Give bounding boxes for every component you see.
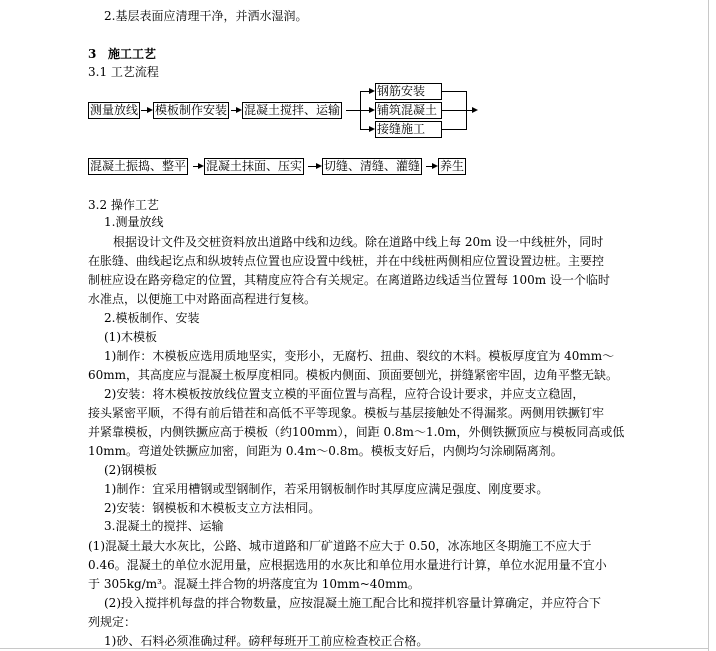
paragraph-line: 1.测量放线 bbox=[104, 215, 164, 229]
paragraph-line: 60mm，其高度应与混凝土板厚度相同。模板内侧面、顶面要刨光，拼缝紧密牢固，边角平整无缺。 bbox=[88, 368, 619, 382]
paragraph-line: (1)木模板 bbox=[104, 330, 157, 344]
paragraph-line: 并紧靠模板，内侧铁撅应高于模板（约100mm），间距 0.8m～1.0m，外侧铁撅顶应与模板同高或低 bbox=[88, 425, 625, 439]
paragraph-line: 于 305kg/m³。混凝土拌合物的坍落度宜为 10mm~40mm。 bbox=[88, 577, 420, 591]
flow-branch-left bbox=[360, 91, 361, 130]
pre-item-2: 2.基层表面应清理干净，并洒水湿润。 bbox=[104, 9, 308, 23]
flow-arrow-head bbox=[472, 107, 478, 113]
flow-merge-line bbox=[441, 110, 466, 111]
paragraph-line: 1)制作：宜采用槽钢或型钢制作，若采用钢板制作时其厚度应满足强度、刚度要求。 bbox=[104, 482, 549, 496]
section-3-number: 3 bbox=[88, 47, 97, 61]
flow-box-paving: 铺筑混凝土 bbox=[375, 102, 442, 119]
flow-box-trowel: 混凝土抹面、压实 bbox=[206, 159, 303, 173]
paragraph-line: 3.混凝土的搅拌、运输 bbox=[104, 519, 224, 533]
paragraph-line: (1)混凝土最大水灰比，公路、城市道路和厂矿道路不应大于 0.50，冰冻地区冬期施工不应大于 bbox=[88, 539, 592, 553]
flow-box-joint: 接缝施工 bbox=[375, 121, 442, 138]
page-edge-right bbox=[708, 0, 709, 651]
paragraph-line: 10mm。弯道处铁撅应加密，间距为 0.4m～0.8m。模板支好后，内侧均匀涂刷隔离剂。 bbox=[88, 444, 563, 458]
flow-merge-line bbox=[441, 129, 466, 130]
paragraph-line: 1)制作：木模板应选用质地坚实，变形小，无腐朽、扭曲、裂纹的木料。模板厚度宜为 40mm～ bbox=[104, 349, 615, 363]
flow-box-curing: 养生 bbox=[440, 159, 465, 173]
flow-box-survey: 测量放线 bbox=[90, 103, 139, 117]
flow-box-cut-joint: 切缝、清缝、灌缝 bbox=[324, 159, 421, 173]
flow-merge-line bbox=[441, 91, 466, 92]
flow-box-mixing: 混凝土搅拌、运输 bbox=[244, 103, 341, 117]
paragraph-line: 列规定： bbox=[88, 615, 137, 629]
flow-box-formwork: 模板制作安装 bbox=[155, 103, 228, 117]
paragraph-line: 接头紧密平顺，不得有前后错茬和高低不平等现象。模板与基层接触处不得漏浆。两侧用铁撅钉牢 bbox=[88, 406, 605, 420]
paragraph-line: 1)砂、石料必须准确过秤。磅秤每班开工前应检查校正合格。 bbox=[104, 634, 429, 648]
section-3-1-heading: 3.1 工艺流程 bbox=[88, 65, 159, 79]
paragraph-line: 在胀缝、曲线起讫点和纵坡转点位置也应设置中线桩，并在中线桩两侧相应位置设置边桩。主要控 bbox=[88, 254, 605, 268]
paragraph-line: 2)安装：将木模板按放线位置支立模的平面位置与高程，应符合设计要求，并应支立稳固， bbox=[104, 387, 585, 401]
paragraph-line: 制桩应设在路旁稳定的位置，其精度应符合有关规定。在离道路边线适当位置每 100m 设一个临时 bbox=[88, 273, 610, 287]
paragraph-line: (2)钢模板 bbox=[104, 463, 157, 477]
flow-box-rebar: 钢筋安装 bbox=[375, 83, 442, 100]
paragraph-line: 2)安装：钢模板和木模板支立方法相同。 bbox=[104, 501, 321, 515]
flow-arrow-line bbox=[346, 110, 370, 111]
paragraph-line: 0.46。混凝土的单位水泥用量，应根据选用的水灰比和单位用水量进行计算，单位水泥用量不宜小 bbox=[88, 558, 607, 572]
paragraph-line: (2)投入搅拌机每盘的拌合物数量，应按混凝土施工配合比和搅拌机容量计算确定，并应符合下 bbox=[104, 596, 602, 610]
section-3-title: 施工工艺 bbox=[108, 47, 157, 61]
paragraph-line: 水准点，以便施工中对路面高程进行复核。 bbox=[88, 292, 317, 306]
paragraph-line: 2.模板制作、安装 bbox=[104, 311, 200, 325]
section-3-2-heading: 3.2 操作工艺 bbox=[88, 198, 159, 212]
paragraph-line: 根据设计文件及交桩资料放出道路中线和边线。除在道路中线上每 20m 设一中线桩外，同时 bbox=[113, 235, 604, 249]
flow-box-vibrate: 混凝土振捣、整平 bbox=[90, 159, 187, 173]
